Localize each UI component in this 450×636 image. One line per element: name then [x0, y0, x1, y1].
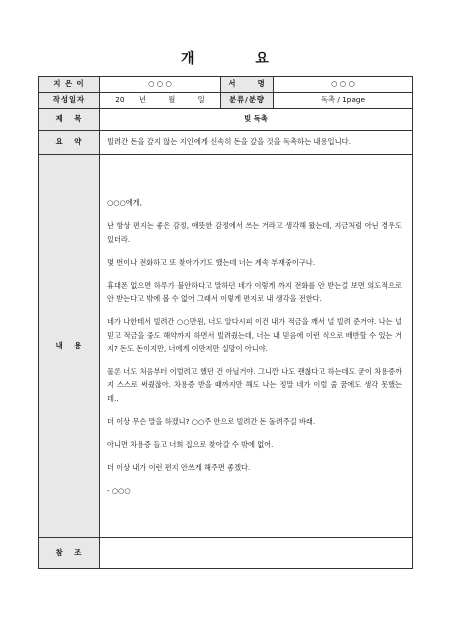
content-paragraph: 난 항상 편지는 좋은 감정, 애뜻한 감정에서 쓰는 거라고 생각해 왔는데, 지금처럼 아닌 경우도 있더라. — [107, 221, 402, 244]
date-value — [100, 93, 221, 109]
content-body — [100, 155, 413, 538]
author-label: 지 은 이 — [39, 77, 100, 93]
content-label: 내 용 — [39, 155, 100, 538]
summary-value: 빌려간 돈을 갚지 않는 지인에게 신속히 돈을 갚을 것을 독촉하는 내용입니다. — [100, 131, 413, 155]
reference-label: 참 조 — [39, 538, 100, 569]
subject-label: 제 목 — [39, 109, 100, 131]
date-year: 20 — [115, 95, 125, 105]
content-paragraph: 더 이상 무슨 말을 하겠니? ○○주 안으로 빌려간 돈 돌려주길 바래. — [107, 416, 316, 426]
summary-form-table — [38, 76, 413, 569]
date-year-unit: 년 — [138, 95, 146, 105]
content-paragraph: ○○○에게, — [107, 198, 142, 208]
date-month-unit: 월 — [168, 95, 176, 105]
content-paragraph: 네가 나한테서 빌려간 ○○만원, 너도 알다시피 이건 내가 적금을 깨서 널 빌려 준거야. 나는 널 믿고 적금을 중도 해약까지 하면서 빌려줬는데, 너는 내 믿음에 이런 식으로 배반할 수 있는 거지? 돈도 돈이지만, 너에게 이만저만 실망이 아니야. — [107, 317, 402, 353]
content-paragraph: 아니면 차용증 들고 너희 집으로 찾아갈 수 밖에 없어. — [107, 439, 274, 449]
reference-value — [100, 538, 413, 569]
date-label: 작성일자 — [39, 93, 100, 109]
content-paragraph: 휴대폰 없으면 하루가 불안하다고 말하던 네가 이렇게 까지 전화를 안 받는걸 보면 의도적으로 안 받는다고 밖에 볼 수 없어 그래서 이렇게 편지로 내 생각을 전한다. — [107, 280, 402, 304]
author-value: ○ ○ ○ — [100, 77, 221, 93]
date-day-unit: 일 — [197, 95, 205, 105]
content-paragraph: 더 이상 내가 이런 편지 안쓰게 해주면 좋겠다. — [107, 462, 251, 472]
subject-value: 빚 독촉 — [100, 109, 413, 131]
content-paragraph: 몇 번이나 전화하고 또 찾아가기도 했는데 너는 계속 부재중이구나. — [107, 257, 316, 267]
signature-label: 서 명 — [221, 77, 274, 93]
category-label: 분류/분량 — [221, 93, 274, 109]
content-signature: - ○○○ — [107, 485, 131, 495]
content-paragraph: 물론 너도 처음부터 이럴려고 했던 건 아닐거야. 그니깐 나도 괜찮다고 하는데도 굳이 차용증까지 스스로 써줬잖아. 차용증 받을 때까지만 해도 나는 정말 네가 이럴 줄 꿈에도 생각 못했는데.. — [107, 366, 402, 403]
signature-value: ○ ○ ○ — [274, 77, 413, 93]
page-title: 개 요 — [181, 51, 297, 67]
category-value: 독촉 / 1page — [274, 93, 413, 109]
summary-label: 요 약 — [39, 131, 100, 155]
